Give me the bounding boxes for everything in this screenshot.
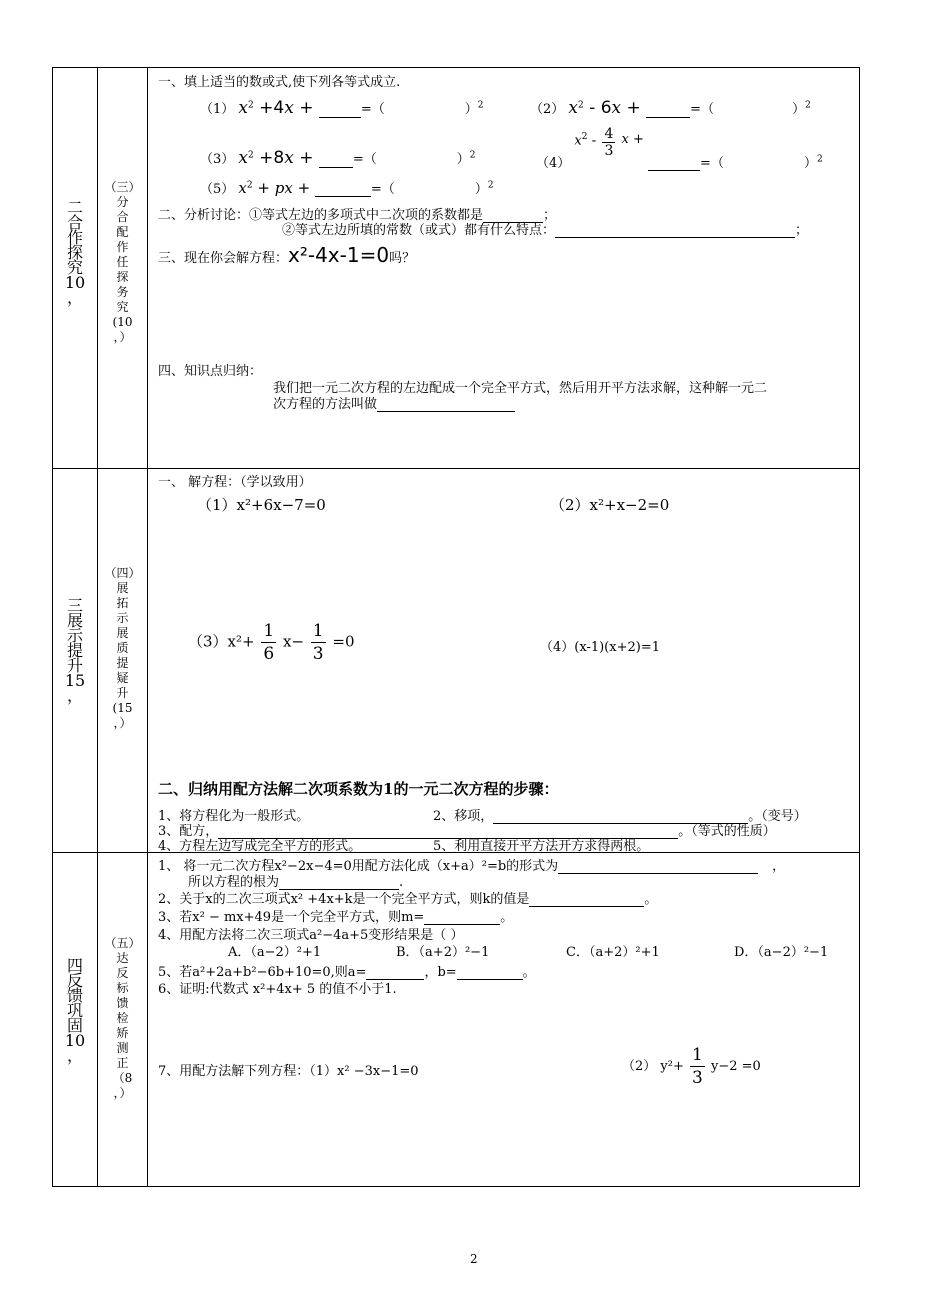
blank[interactable] <box>558 859 758 874</box>
summary-text-1: 我们把一元二次方程的左边配成一个完全平方式，然后用开平方法求解，这种解一元二 <box>273 381 768 396</box>
item-2: （2） $x^2 - 6x$ + =（ ）$^2$ <box>530 98 811 118</box>
discussion-2: ②等式左边所填的常数（或式）都有什么特点： ； <box>282 223 809 238</box>
exercise-3: 3、若x² − mx+49是一个完全平方式，则m= 。 <box>158 910 514 925</box>
table-border-right <box>859 67 860 1187</box>
fill-in-title: 一、填上适当的数或式,使下列各等式成立. <box>158 75 401 90</box>
blank[interactable] <box>377 397 515 412</box>
blank[interactable] <box>457 965 523 980</box>
blank[interactable] <box>555 223 795 238</box>
item-4: （4） $x^2$ - $\frac{4}{3}$ x + =（ ）$^2$ <box>536 126 823 171</box>
step-2: 2、移项， 。（变号） <box>433 809 807 824</box>
option-a[interactable]: A．（a−2）²+1 <box>228 945 322 960</box>
summary-title: 四、知识点归纳： <box>158 364 263 379</box>
equation-3: （3）x²+ $\frac{1}{6}$ x− $\frac{1}{3}$ =0 <box>188 621 355 664</box>
section-label-4: 四 反 馈 巩 固 10 ， <box>64 956 86 1065</box>
exercise-1: 1、 将一元二次方程x²−2x−4=0用配方法化成（x+a）²=b的形式为 ， <box>158 859 786 874</box>
subsection-label-5: （五） 达 反 标 馈 检 矫 测 正 （8 ，） <box>104 936 141 1100</box>
exercise-2: 2、关于x的二次三项式x² +4x+k是一个完全平方式，则k的值是 。 <box>158 892 658 907</box>
blank[interactable] <box>648 156 700 171</box>
table-border-left <box>52 67 53 1187</box>
exercise-7-2: （2） y²+ $\frac{1}{3}$ y−2 =0 <box>622 1045 761 1088</box>
subsection-label-3: （三） 分 合 配 作 任 探 务 究 (10 ，） <box>104 180 141 344</box>
option-d[interactable]: D．（a−2）²−1 <box>734 945 829 960</box>
step-4: 4、方程左边写成完全平方的形式。 <box>158 839 362 854</box>
table-row-divider <box>52 468 860 469</box>
steps-title: 二、归纳用配方法解二次项系数为1的一元二次方程的步骤： <box>158 780 559 798</box>
blank[interactable] <box>646 103 690 118</box>
blank[interactable] <box>529 892 644 907</box>
table-col-divider <box>97 67 98 1187</box>
table-col-divider <box>147 67 148 1187</box>
discussion-1: 二、分析讨论：①等式左边的多项式中二次项的系数都是 ； <box>158 208 557 223</box>
subsection-label-4: （四） 展 拓 示 展 质 提 疑 升 (15 ，） <box>104 566 141 730</box>
blank[interactable] <box>424 910 500 925</box>
item-1: （1） $x^2 +4x$ + =（ ）$^2$ <box>200 98 484 118</box>
table-border-bottom <box>52 1186 860 1187</box>
table-border-top <box>52 67 860 68</box>
item-5: （5） $x^2$ + px + =（ ）$^2$ <box>200 179 494 197</box>
solve-title: 一、 解方程：（学以致用） <box>158 475 312 490</box>
equation-1: （1）x²+6x−7=0 <box>197 496 326 514</box>
option-b[interactable]: B．（a+2）²−1 <box>396 945 490 960</box>
summary-text-2: 次方程的方法叫做 <box>273 393 515 412</box>
exercise-5: 5、若a²+2a+b²−6b+10=0,则a= ，b= 。 <box>158 965 536 980</box>
blank[interactable] <box>319 103 361 118</box>
exercise-4: 4、用配方法将二次三项式a²−4a+5变形结果是（ ） <box>158 928 464 943</box>
blank[interactable] <box>315 182 371 197</box>
blank[interactable] <box>319 153 353 168</box>
item-3: （3） $x^2 +8x$ + =（ ）$^2$ <box>200 148 476 168</box>
page-number: 2 <box>470 1252 478 1266</box>
exercise-7-1: 7、用配方法解下列方程：（1）x² −3x−1=0 <box>158 1064 419 1079</box>
step-3: 3、配方， 。（等式的性质） <box>158 824 776 839</box>
solve-question: 三、现在你会解方程：x²-4x-1=0吗？ <box>158 243 416 267</box>
equation-4: （4）(x-1)(x+2)=1 <box>540 640 660 655</box>
step-5: 5、利用直接开平方法开方求得两根。 <box>433 839 650 854</box>
option-c[interactable]: C．（a+2）²+1 <box>566 945 660 960</box>
step-1: 1、将方程化为一般形式。 <box>158 809 310 824</box>
exercise-6: 6、证明:代数式 x²+4x+ 5 的值不小于1. <box>158 982 397 997</box>
section-label-2: 二 合 作 探 究 10 ， <box>64 198 86 307</box>
section-label-3: 三 展 示 提 升 15 ， <box>64 596 86 705</box>
exercise-1b: 所以方程的根为 . <box>188 875 404 890</box>
equation-2: （2）x²+x−2=0 <box>550 496 670 514</box>
